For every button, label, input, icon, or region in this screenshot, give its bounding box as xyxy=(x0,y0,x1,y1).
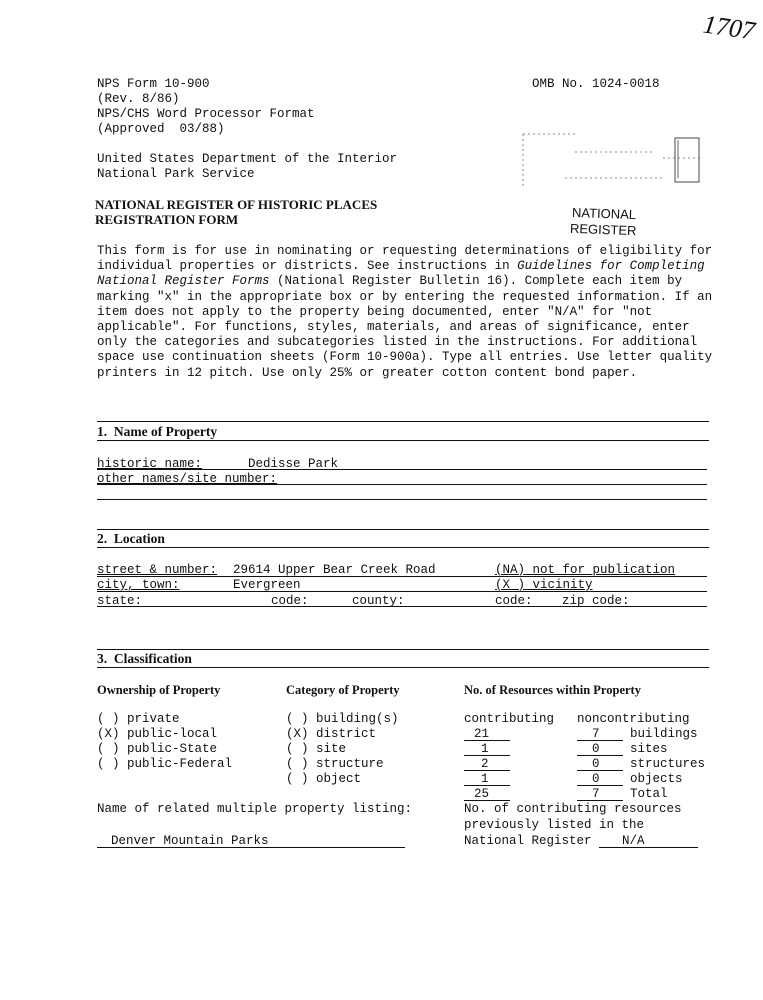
instructions-guidelines: Guidelines for Completing National Register Forms xyxy=(97,259,705,289)
form-title-line2: REGISTRATION FORM xyxy=(95,212,239,227)
section1-bottom-rule xyxy=(97,440,709,441)
resource-label: sites xyxy=(630,742,668,756)
category-site[interactable]: ( ) site xyxy=(286,742,347,756)
category-structure[interactable]: ( ) structure xyxy=(286,757,384,771)
national-register-label: National Register xyxy=(464,834,592,848)
vicinity-checkbox[interactable]: (X ) vicinity xyxy=(495,578,593,592)
section2-top-rule xyxy=(97,529,709,530)
ownership-public-state[interactable]: ( ) public-State xyxy=(97,742,218,756)
resource-noncontributing-line xyxy=(577,770,623,771)
resource-noncontributing[interactable]: 7 xyxy=(592,727,600,741)
noncontributing-header: noncontributing xyxy=(577,712,690,726)
stamp-national: NATIONAL xyxy=(571,204,637,223)
section2-title: 2. Location xyxy=(97,531,165,546)
multiple-listing-value[interactable]: Denver Mountain Parks xyxy=(111,834,269,848)
street-line xyxy=(97,576,707,577)
agency-service: National Park Service xyxy=(97,167,255,181)
resources-header: No. of Resources within Property xyxy=(464,683,641,697)
instructions-text-2: (National Register Bulletin 16). Complete each item by marking "x" in the appropriate box or by entering the requested information. If an item does not apply to the property being documented, enter "N/A" for "not applicable". For functions, styles, materials, and areas of significance, enter only the categories and subcategories listed in the instructions. For additional space use continuation sheets (Form 10-900a). Type all entries. Use letter quality printers in 12 pitch. Use only 25% or greater cotton content bond paper. xyxy=(97,274,713,380)
national-register-value[interactable]: N/A xyxy=(622,834,645,848)
category-buildings[interactable]: ( ) building(s) xyxy=(286,712,399,726)
historic-name-line xyxy=(97,469,707,470)
section1-top-rule xyxy=(97,421,709,422)
resource-noncontributing-line xyxy=(577,755,623,756)
section1-title: 1. Name of Property xyxy=(97,424,218,439)
resource-noncontributing[interactable]: 0 xyxy=(592,772,600,786)
resource-label: Total xyxy=(630,787,668,801)
resource-label: buildings xyxy=(630,727,698,741)
form-format: NPS/CHS Word Processor Format xyxy=(97,107,315,121)
ownership-public-local[interactable]: (X) public-local xyxy=(97,727,218,741)
resource-label: objects xyxy=(630,772,683,786)
national-register-line xyxy=(599,847,698,848)
city-town-label: city, town: xyxy=(97,578,180,592)
resource-contributing[interactable]: 21 xyxy=(474,727,490,741)
state-label: state: xyxy=(97,594,143,608)
resource-contributing-line xyxy=(464,800,510,801)
category-district[interactable]: (X) district xyxy=(286,727,377,741)
handwritten-number: 1707 xyxy=(701,9,757,46)
city-line xyxy=(97,591,707,592)
resource-noncontributing-line xyxy=(577,785,623,786)
section3-title: 3. Classification xyxy=(97,651,192,666)
omb-number: OMB No. 1024-0018 xyxy=(532,77,660,91)
resource-noncontributing-line xyxy=(577,800,623,801)
resource-contributing[interactable]: 1 xyxy=(481,772,489,786)
instructions-text-1: This form is for use in nominating or requesting determinations of eligibility for individual properties or districts. See instructions in xyxy=(97,244,713,274)
form-title-line1: NATIONAL REGISTER OF HISTORIC PLACES xyxy=(95,197,378,212)
historic-name-label: historic name: xyxy=(97,457,203,471)
other-names-line-2 xyxy=(97,499,707,500)
county-label: county: xyxy=(352,594,405,608)
resource-contributing[interactable]: 2 xyxy=(481,757,489,771)
zip-code-label: zip code: xyxy=(562,594,630,608)
previously-listed-line1: No. of contributing resources xyxy=(464,802,682,816)
resource-contributing-line xyxy=(464,740,510,741)
resource-contributing-line xyxy=(464,785,510,786)
other-names-line xyxy=(97,484,707,485)
previously-listed-line2: previously listed in the xyxy=(464,818,645,832)
form-revision: (Rev. 8/86) xyxy=(97,92,180,106)
stamp-register: REGISTER xyxy=(569,220,637,239)
resource-label: structures xyxy=(630,757,706,771)
other-names-label: other names/site number: xyxy=(97,472,278,486)
section3-bottom-rule xyxy=(97,667,709,668)
not-for-publication[interactable]: (NA) not for publication xyxy=(495,563,676,577)
category-object[interactable]: ( ) object xyxy=(286,772,362,786)
category-header: Category of Property xyxy=(286,683,400,697)
resource-contributing-line xyxy=(464,770,510,771)
multiple-listing-label: Name of related multiple property listing: xyxy=(97,802,413,816)
resource-contributing-line xyxy=(464,755,510,756)
multiple-listing-line xyxy=(97,847,405,848)
received-stamp-mark xyxy=(515,128,705,198)
agency-department: United States Department of the Interior xyxy=(97,152,398,166)
resource-noncontributing[interactable]: 0 xyxy=(592,757,600,771)
section2-bottom-rule xyxy=(97,547,709,548)
resource-noncontributing-line xyxy=(577,740,623,741)
street-number-label: street & number: xyxy=(97,563,218,577)
form-number: NPS Form 10-900 xyxy=(97,77,210,91)
resource-noncontributing[interactable]: 0 xyxy=(592,742,600,756)
resource-contributing[interactable]: 25 xyxy=(474,787,490,801)
section3-top-rule xyxy=(97,649,709,650)
ownership-private[interactable]: ( ) private xyxy=(97,712,180,726)
historic-name-value[interactable]: Dedisse Park xyxy=(248,457,339,471)
code-label: code: xyxy=(271,594,309,608)
resource-contributing[interactable]: 1 xyxy=(481,742,489,756)
contributing-header: contributing xyxy=(464,712,555,726)
state-line xyxy=(97,606,707,607)
form-approved: (Approved 03/88) xyxy=(97,122,225,136)
instructions-paragraph xyxy=(97,244,717,381)
code2-label: code: xyxy=(495,594,533,608)
ownership-public-federal[interactable]: ( ) public-Federal xyxy=(97,757,233,771)
city-town-value[interactable]: Evergreen xyxy=(233,578,301,592)
street-number-value[interactable]: 29614 Upper Bear Creek Road xyxy=(233,563,436,577)
ownership-header: Ownership of Property xyxy=(97,683,221,697)
resource-noncontributing[interactable]: 7 xyxy=(592,787,600,801)
